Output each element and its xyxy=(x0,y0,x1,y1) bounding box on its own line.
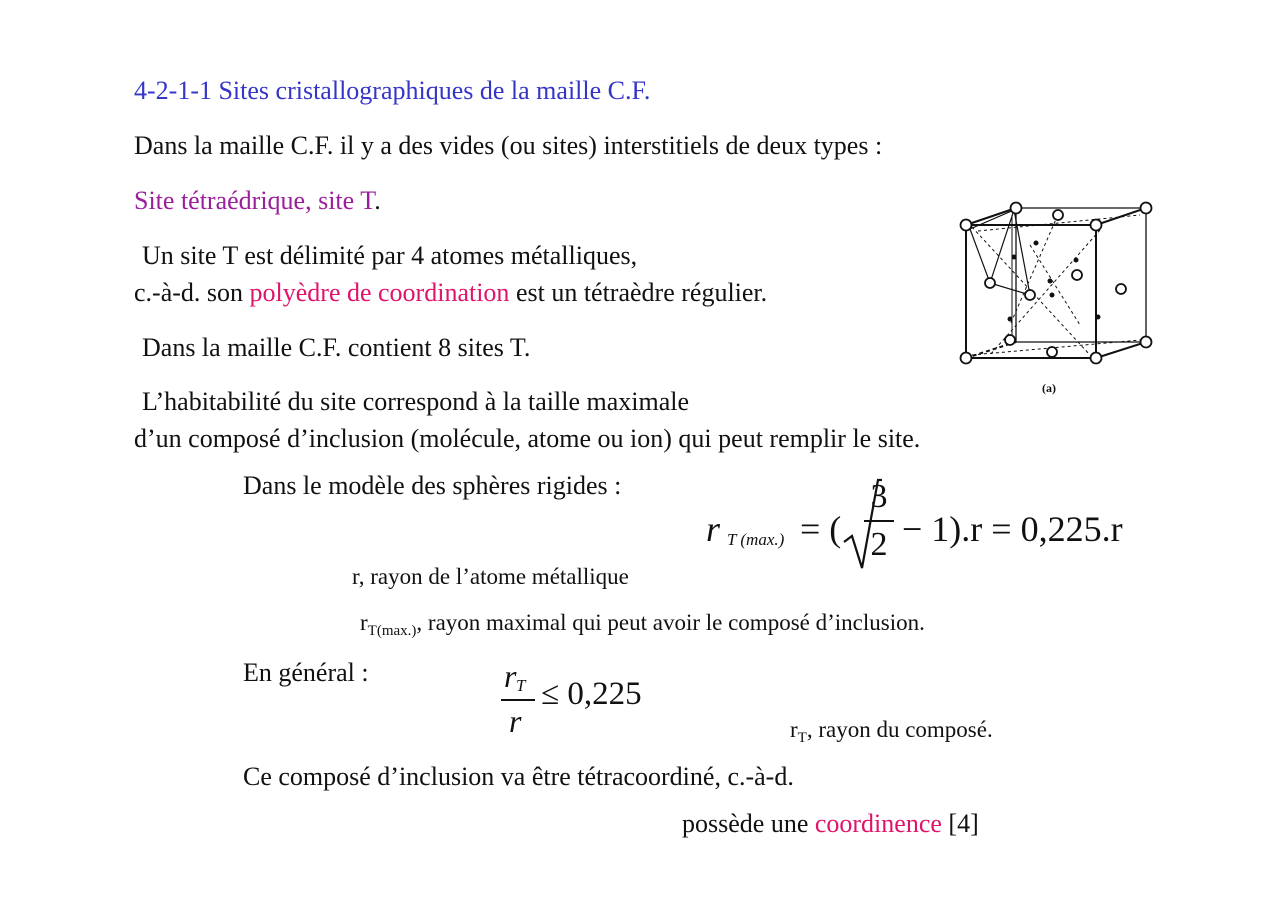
general-num: r xyxy=(504,658,517,694)
sqrt-num: 3 xyxy=(870,478,888,515)
note-rT: $r_T$, rayon du composé. xyxy=(790,717,993,746)
line-cad xyxy=(134,280,767,306)
site-title xyxy=(134,188,381,214)
cube-diagram xyxy=(950,195,1160,395)
section-heading: 4-2-1-1 Sites cristallographiques de la maille C.F. xyxy=(134,76,651,105)
formula-lhs-sub: T (max.) xyxy=(727,530,785,549)
note-r: r, rayon de l’atome métallique xyxy=(352,564,629,589)
note-rt-max: $r_{T(max.)}$, rayon maximal qui peut avoir le composé d’inclusion. xyxy=(360,610,925,639)
formula-lhs: r xyxy=(706,509,721,549)
line-modele: Dans le modèle des sphères rigides : xyxy=(243,471,622,500)
line-cad-after: est un tétraèdre régulier. xyxy=(509,278,768,307)
label-general: En général : xyxy=(243,658,369,687)
site-title-text: Site tétraédrique, site T xyxy=(134,186,375,215)
line-tetra: Ce composé d’inclusion va être tétracoordiné, c.-à-d. xyxy=(243,762,794,791)
polyhedre-highlight: polyèdre de coordination xyxy=(249,278,510,307)
general-fraction-bar xyxy=(501,699,535,701)
general-rel: ≤ 0,225 xyxy=(541,676,642,712)
formula-rhs: − 1).r = 0,225.r xyxy=(902,509,1123,549)
line-delimite: Un site T est délimité par 4 atomes métalliques, xyxy=(142,241,638,270)
general-num-sub: T xyxy=(516,676,526,695)
cfc-tetrahedral-site-figure xyxy=(950,195,1160,395)
line-contient: Dans la maille C.F. contient 8 sites T. xyxy=(142,333,531,362)
sqrt-fraction-bar xyxy=(864,520,894,522)
line-possede: possède une coordinence [4] xyxy=(682,809,979,838)
coordinence-highlight: coordinence xyxy=(814,809,942,838)
site-title-dot: . xyxy=(374,186,381,215)
line-habitabilite-2: d’un composé d’inclusion (molécule, atome ou ion) qui peut remplir le site. xyxy=(134,424,921,453)
intro-line: Dans la maille C.F. il y a des vides (ou sites) interstitiels de deux types : xyxy=(134,131,883,160)
sqrt-den: 2 xyxy=(870,526,888,563)
line-habitabilite-1: L’habitabilité du site correspond à la taille maximale xyxy=(142,387,690,416)
figure-caption: (a) xyxy=(1042,381,1056,395)
general-den: r xyxy=(509,703,522,739)
formula-eq: = ( xyxy=(800,509,842,549)
line-cad-before: c.-à-d. son xyxy=(134,278,250,307)
